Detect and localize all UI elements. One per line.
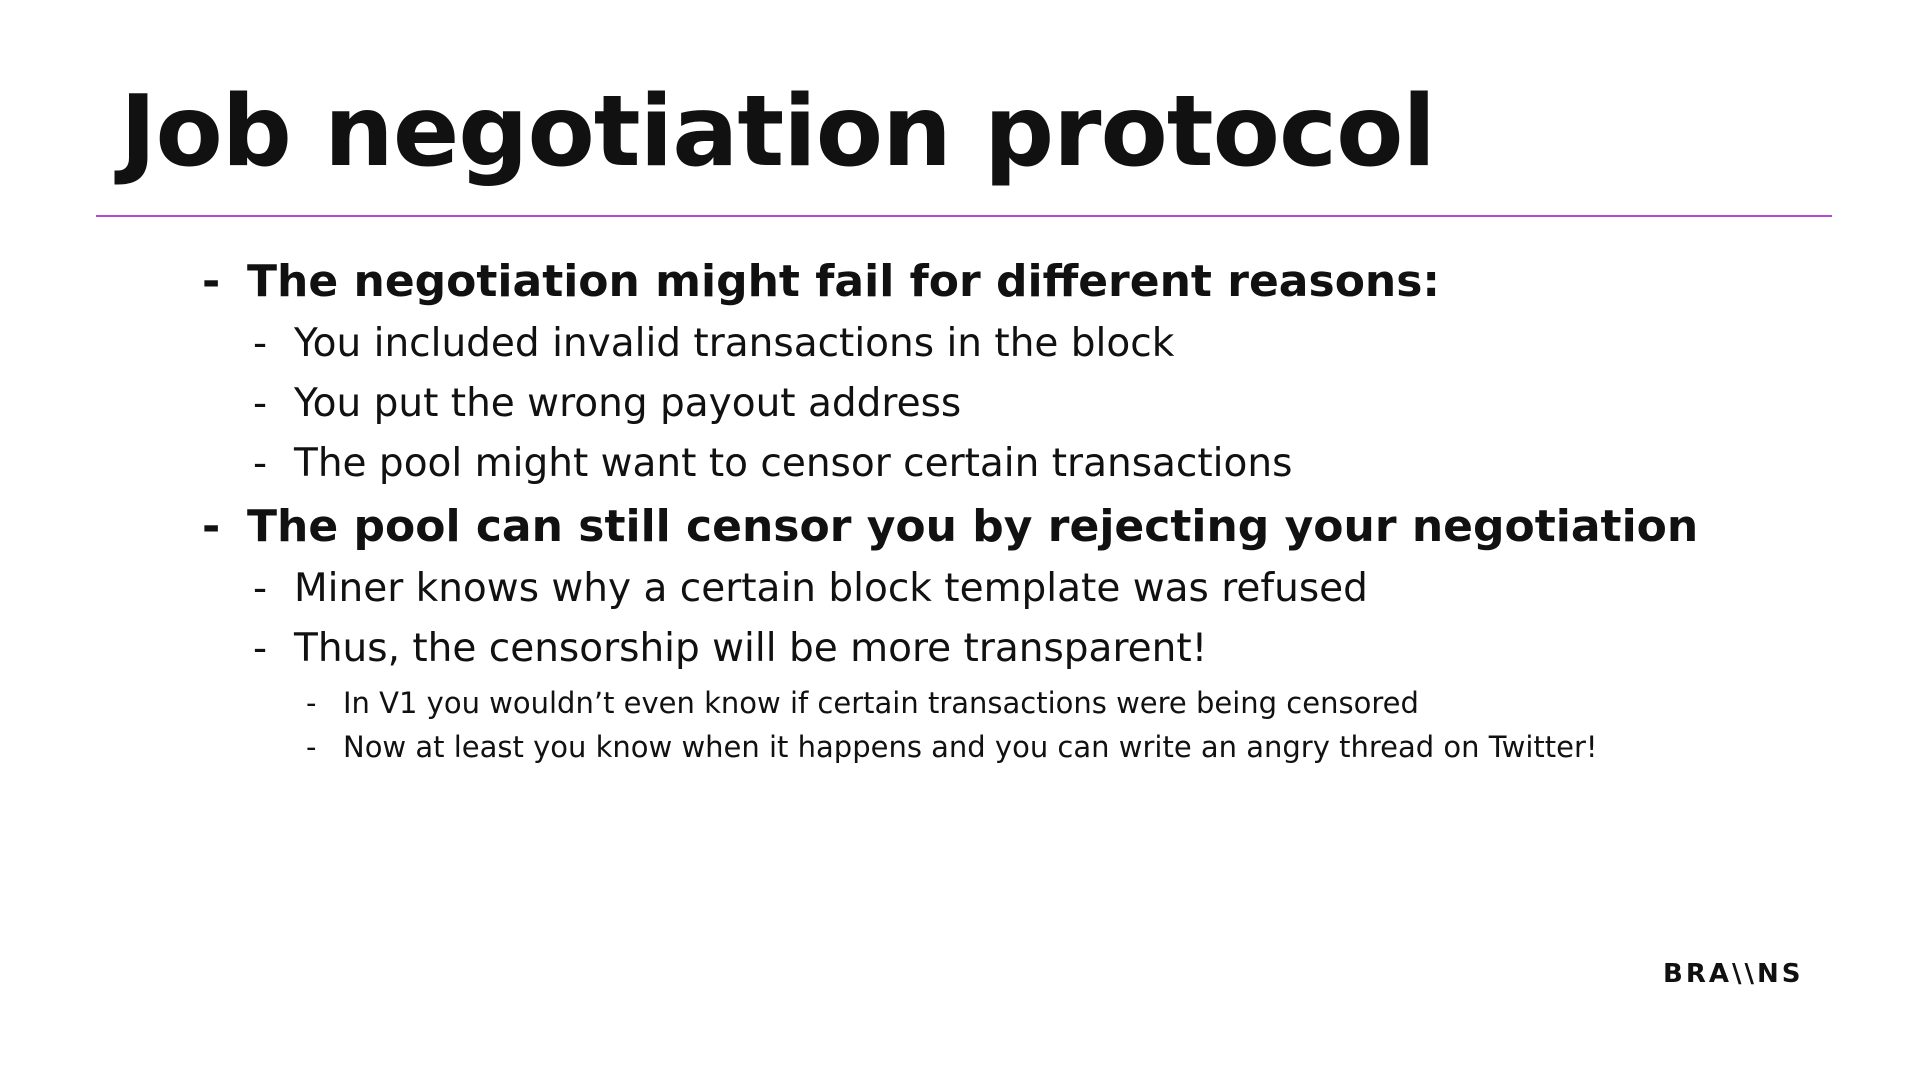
bullet-marker: -: [306, 686, 317, 720]
bullet-marker: -: [306, 730, 317, 764]
bullet-text: Thus, the censorship will be more transparent!: [294, 626, 1208, 671]
bullet-marker: -: [253, 626, 268, 671]
bullet-marker: -: [253, 381, 268, 426]
bullet-text: You included invalid transactions in the block: [294, 321, 1175, 366]
braiins-logo: BRA\\NS: [1663, 959, 1804, 989]
bullet-text: The negotiation might fail for different reasons:: [247, 256, 1441, 307]
bullet-marker: -: [202, 256, 221, 307]
bullet-text: The pool might want to censor certain transactions: [294, 441, 1293, 486]
slide-title: Job negotiation protocol: [120, 75, 1435, 189]
bullet-text: The pool can still censor you by rejecting your negotiation: [247, 501, 1699, 552]
bullet-marker: -: [253, 321, 268, 366]
title-divider: [96, 215, 1832, 217]
bullet-text: You put the wrong payout address: [294, 381, 962, 426]
bullet-marker: -: [253, 441, 268, 486]
bullet-text: In V1 you wouldn’t even know if certain transactions were being censored: [343, 686, 1419, 720]
bullet-marker: -: [202, 501, 221, 552]
bullet-text: Now at least you know when it happens and you can write an angry thread on Twitter!: [343, 730, 1598, 764]
bullet-text: Miner knows why a certain block template was refused: [294, 566, 1368, 611]
bullet-marker: -: [253, 566, 268, 611]
